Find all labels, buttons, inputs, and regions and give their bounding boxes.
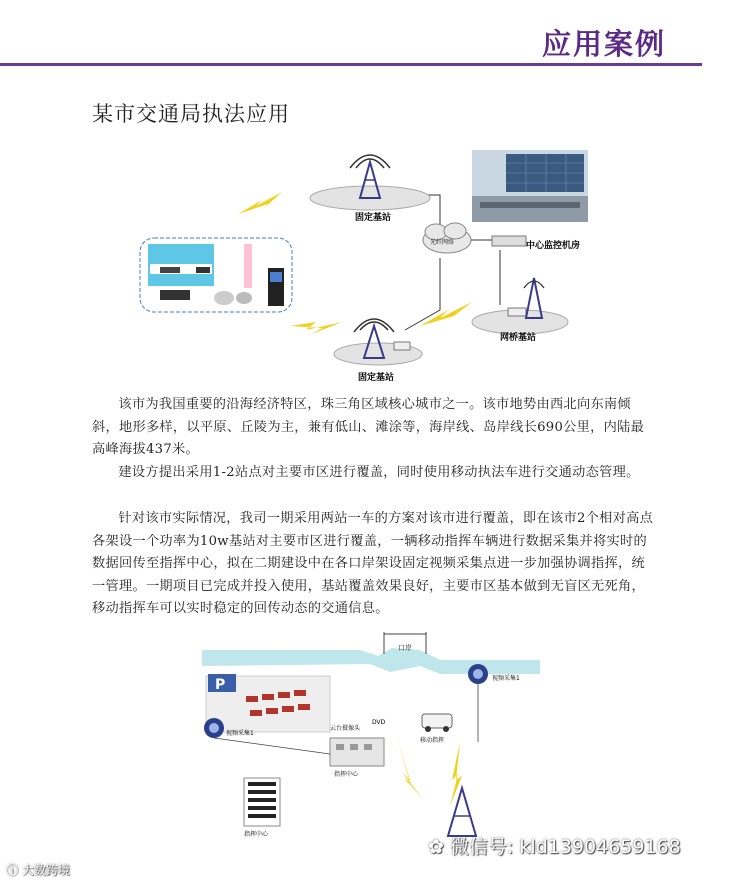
lightning-bolt-3 [420, 302, 472, 326]
lightning-bolt-2 [290, 322, 342, 334]
parking-sign: P [215, 677, 226, 693]
parking-lot [206, 674, 330, 732]
video-point-right-label: 视频采集1 [492, 675, 520, 682]
fixed-station-bottom [334, 319, 422, 383]
mobile-vehicle-label: 移动指挥 [420, 737, 445, 744]
video-center-building [330, 719, 386, 778]
monitor-room-label: 中心监控机房 [526, 241, 581, 251]
command-center-label: 指挥中心 [334, 771, 359, 778]
video-point-left-label: 视频采集1 [226, 730, 254, 737]
mobile-command-vehicle [420, 714, 452, 744]
bridge-station [472, 278, 568, 343]
water-band [202, 648, 540, 674]
fixed-station-bottom-label: 固定基站 [358, 373, 395, 383]
base-station-tower [448, 788, 476, 836]
monitor-room-photo [472, 150, 588, 222]
watermark-left: ⓘ 大数跨境 [6, 863, 70, 877]
lightning-bolt-1 [238, 192, 282, 214]
port-label: 口岸 [398, 644, 412, 652]
watermark-right: ✿ 微信号: kld13904659168 [428, 836, 681, 858]
header-divider [0, 63, 702, 66]
paragraph-1: 该市为我国重要的沿海经济特区，珠三角区域核心城市之一。该市地势由西北向东南倾斜，地形多样，以平原、丘陵为主，兼有低山、滩涂等，海岸线、岛岸线长690公里，内陆最高峰海拔437米。 [92, 397, 645, 458]
bridge-station-label: 网桥基站 [500, 333, 537, 343]
paragraph-3: 针对该市实际情况，我司一期采用两站一车的方案对该市进行覆盖，即在该市2个相对高点各架设一个功率为10w基站对主要市区进行覆盖，一辆移动指挥车辆进行数据采集并将实时的数据回传至指挥中心，拟在二期建设中在各口岸架设固定视频采集点进一步加强协调指挥，统一管理。一期项目已完成并投入使用，基站覆盖效果良好，主要市区基本做到无盲区无死角，移动指挥车可以实时稳定的回传动态的交通信息。 [92, 511, 654, 617]
network-topology-diagram [0, 140, 738, 390]
monitor-room-server [492, 236, 580, 251]
lightning-bolt-4 [396, 734, 422, 798]
wechat-icon: ✿ [428, 836, 450, 858]
command-tower-label: 指挥中心 [244, 831, 269, 838]
fixed-station-top [310, 155, 430, 223]
command-center-tower [244, 778, 280, 838]
mobile-equipment-panel [140, 238, 292, 312]
page-header-title: 应用案例 [541, 27, 666, 61]
fixed-station-top-label: 固定基站 [355, 213, 392, 223]
section-title: 某市交通局执法应用 [92, 102, 290, 126]
dish-label: DVD [372, 719, 386, 726]
ptz-camera-label: 云台摄像头 [330, 725, 361, 732]
fiber-network-label: 光纤网络 [430, 239, 455, 246]
paragraph-2: 建设方提出采用1-2站点对主要市区进行覆盖，同时使用移动执法车进行交通动态管理。 [118, 465, 640, 480]
coverage-scenario-diagram [0, 630, 738, 845]
watermark-logo-icon: ⓘ [6, 863, 22, 877]
fiber-network-cloud [423, 223, 471, 253]
